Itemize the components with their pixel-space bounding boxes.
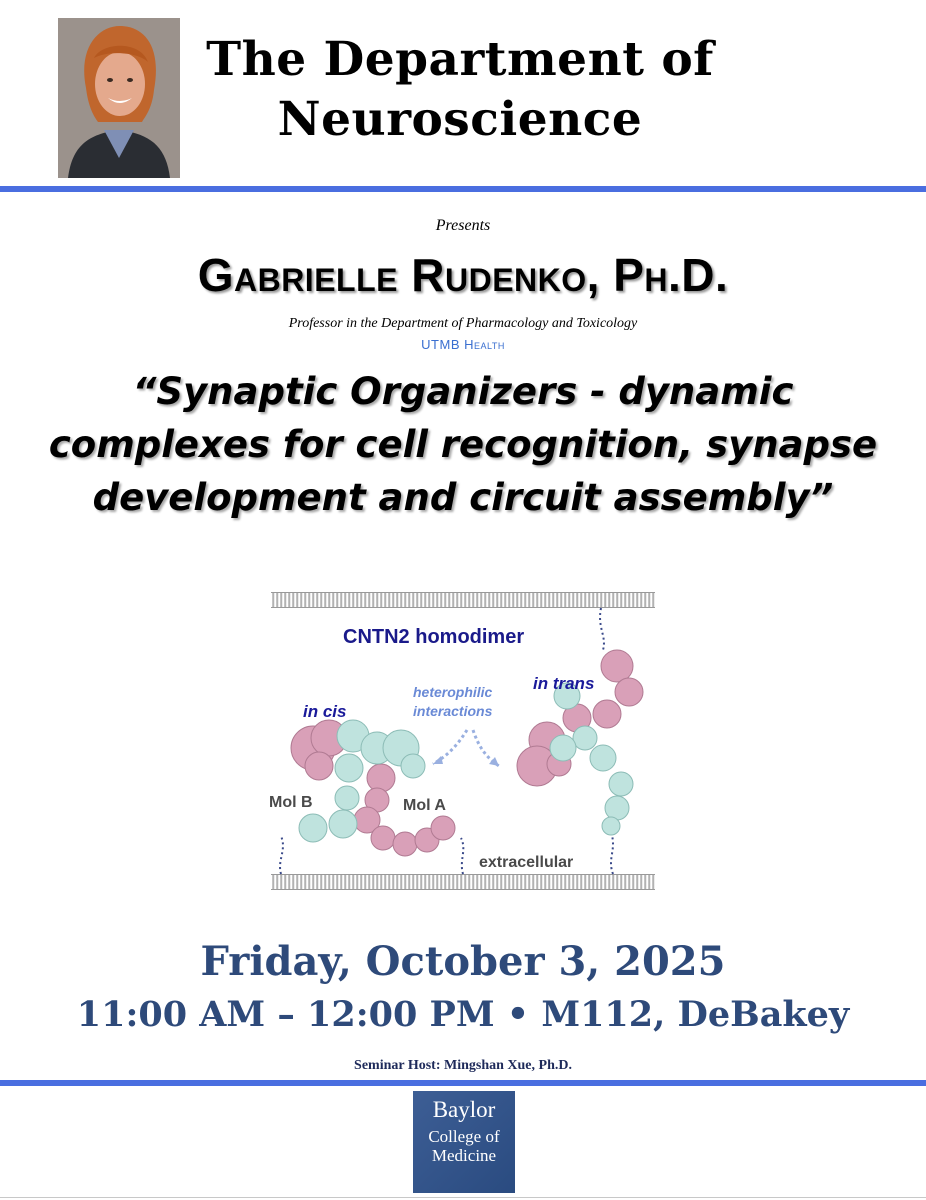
protein-figure [267, 588, 659, 892]
speaker-affiliation: Professor in the Department of Pharmacology and Toxicology [288, 316, 638, 331]
portrait-image [58, 18, 180, 178]
bottom-divider [0, 1080, 926, 1086]
logo-line2: College of [428, 1127, 500, 1146]
event-time-location: 11:00 AM – 12:00 PM • M112, DeBakey [76, 994, 850, 1035]
department-title-line2: Neuroscience [277, 92, 643, 147]
department-title [190, 30, 730, 150]
label-heterophilic-line1: heterophilic [413, 684, 493, 700]
page-bottom-line [0, 1197, 926, 1198]
label-mol-b: Mol B [269, 794, 313, 811]
speaker-name: Gabrielle Rudenko, Ph.D. [197, 249, 729, 301]
label-in-trans: in trans [533, 674, 595, 693]
label-extracellular: extracellular [479, 854, 574, 871]
logo-line1: Baylor [432, 1097, 496, 1122]
top-divider [0, 186, 926, 192]
baylor-logo [413, 1091, 515, 1193]
label-in-cis: in cis [303, 702, 347, 721]
department-title-line1: The Department of [206, 32, 714, 87]
label-mol-a: Mol A [403, 797, 446, 814]
label-heterophilic-line2: interactions [413, 703, 493, 719]
event-date: Friday, October 3, 2025 [200, 938, 726, 985]
seminar-host: Seminar Host: Mingshan Xue, Ph.D. [354, 1058, 572, 1073]
speaker-institution: UTMB Health [421, 337, 505, 352]
talk-title-line1: “Synaptic Organizers - dynamic [132, 370, 794, 413]
logo-line3: Medicine [431, 1146, 497, 1165]
talk-title-line2: complexes for cell recognition, synapse [48, 423, 878, 466]
presents-label: Presents [435, 217, 491, 234]
label-heterophilic [413, 683, 492, 721]
talk-title-line3: development and circuit assembly” [92, 476, 834, 519]
figure-title: CNTN2 homodimer [343, 626, 525, 648]
speaker-photo [58, 18, 180, 178]
talk-title [40, 365, 886, 524]
